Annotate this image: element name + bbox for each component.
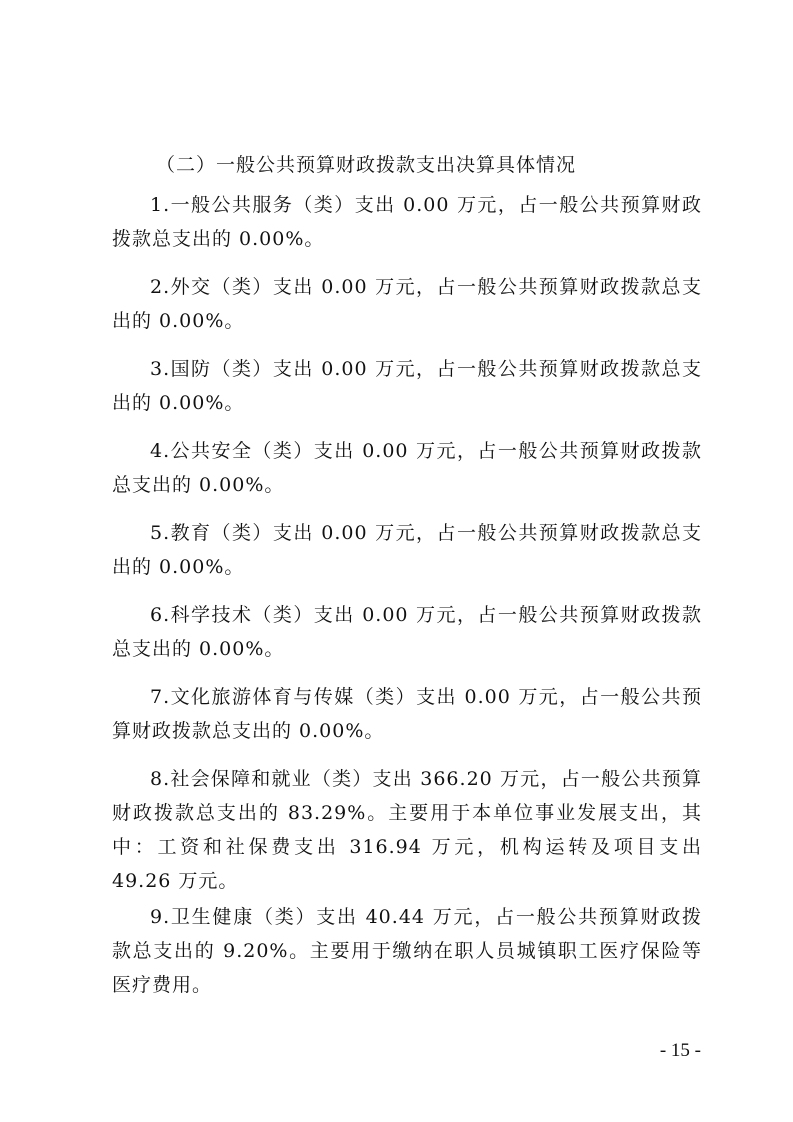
- document-body: [112, 148, 702, 1016]
- paragraph-item-2: 2.外交（类）支出 0.00 万元，占一般公共预算财政拨款总支出的 0.00%。: [112, 276, 702, 332]
- paragraph-item-4: 4.公共安全（类）支出 0.00 万元，占一般公共预算财政拨款总支出的 0.00%。: [112, 440, 702, 496]
- paragraph-item-7: 7.文化旅游体育与传媒（类）支出 0.00 万元，占一般公共预算财政拨款总支出的 0.00%。: [112, 686, 702, 742]
- paragraph-item-6: 6.科学技术（类）支出 0.00 万元，占一般公共预算财政拨款总支出的 0.00%。: [112, 604, 702, 660]
- paragraph-item-9: 9.卫生健康（类）支出 40.44 万元，占一般公共预算财政拨款总支出的 9.20%。主要用于缴纳在职人员城镇职工医疗保险等医疗费用。: [112, 906, 702, 996]
- paragraph-item-8: 8.社会保障和就业（类）支出 366.20 万元，占一般公共预算财政拨款总支出的 83.29%。主要用于本单位事业发展支出，其中：工资和社保费支出 316.94 万元，机构运转及项目支出 49.26 万元。: [112, 768, 702, 892]
- section-heading: （二）一般公共预算财政拨款支出决算具体情况: [156, 154, 577, 176]
- page-number: - 15 -: [659, 1040, 701, 1061]
- paragraph-item-3: 3.国防（类）支出 0.00 万元，占一般公共预算财政拨款总支出的 0.00%。: [112, 358, 702, 414]
- paragraph-item-1: 1.一般公共服务（类）支出 0.00 万元，占一般公共预算财政拨款总支出的 0.00%。: [112, 194, 702, 250]
- paragraph-item-5: 5.教育（类）支出 0.00 万元，占一般公共预算财政拨款总支出的 0.00%。: [112, 522, 702, 578]
